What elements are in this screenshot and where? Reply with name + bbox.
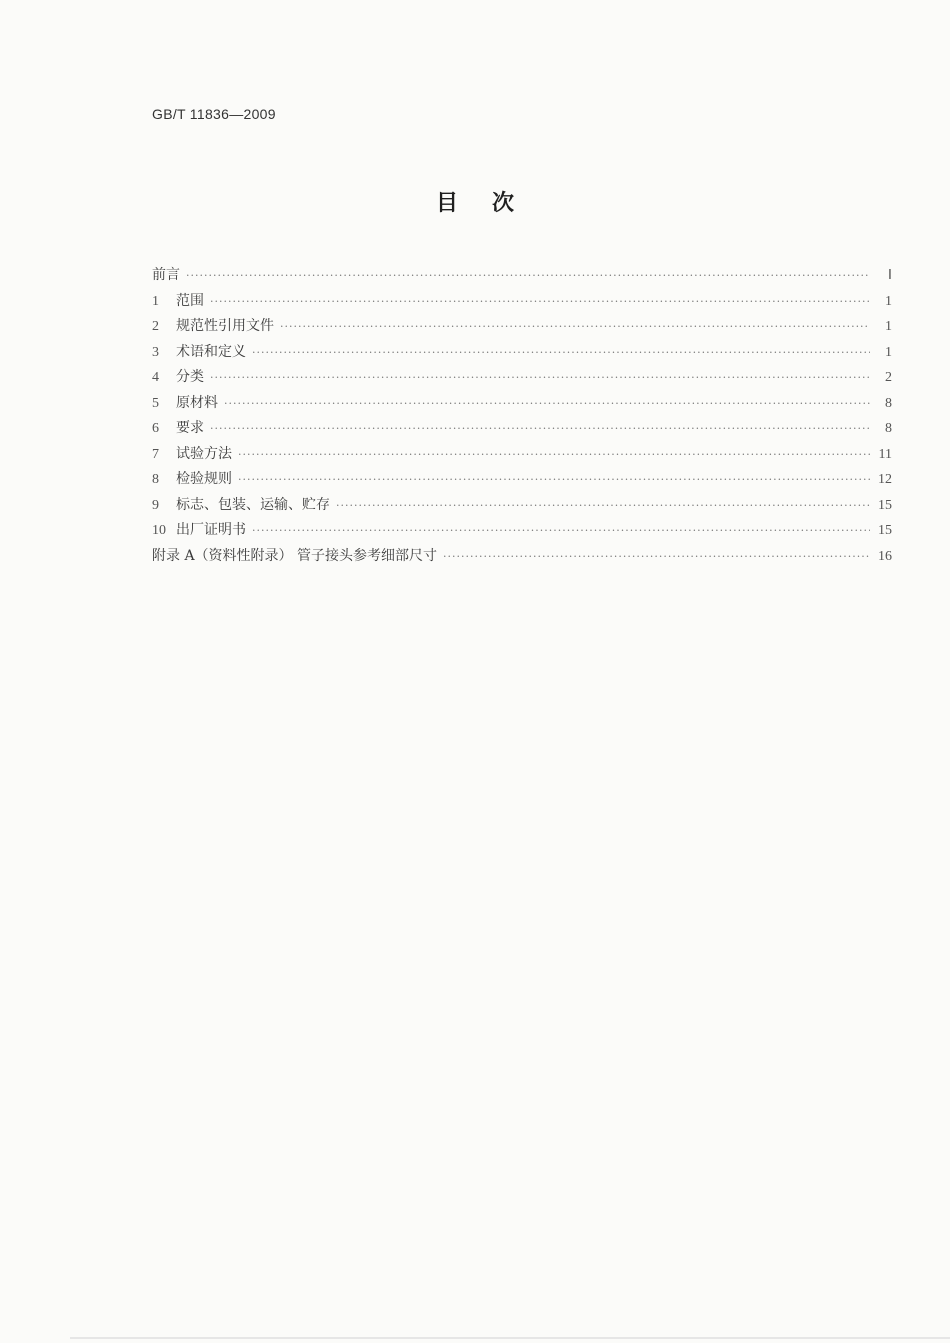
toc-leader-dots — [238, 473, 870, 486]
toc-page-number: 8 — [885, 395, 892, 411]
toc-page-number: 11 — [878, 446, 892, 462]
toc-entry-label: 分类 — [176, 369, 204, 385]
toc-section-number: 1 — [152, 293, 159, 309]
toc-page-number: 2 — [885, 370, 892, 385]
toc-leader-dots — [210, 295, 870, 308]
toc-entry-label: 前言 — [152, 267, 180, 283]
toc-entry[interactable] — [152, 264, 892, 290]
toc-page-number: 16 — [878, 548, 892, 564]
toc-entry-label: 标志、包装、运输、贮存 — [176, 496, 330, 513]
toc-entry[interactable] — [152, 417, 892, 443]
toc-entry[interactable] — [152, 545, 892, 571]
toc-entry-label: 规范性引用文件 — [176, 318, 274, 334]
toc-section-number: 7 — [152, 446, 159, 462]
toc-entry-label: 附录 A（资料性附录） 管子接头参考细部尺寸 — [152, 547, 438, 564]
toc-leader-dots — [210, 371, 870, 384]
toc-entry[interactable] — [152, 315, 892, 341]
toc-page-number: 1 — [885, 293, 892, 309]
toc-leader-dots — [186, 269, 870, 282]
toc-leader-dots — [280, 320, 870, 333]
toc-page-number: 8 — [885, 421, 892, 436]
toc-leader-dots — [224, 397, 870, 410]
toc-section-number: 9 — [152, 497, 159, 513]
page-bottom-edge — [70, 1337, 950, 1339]
toc-section-number: 5 — [152, 395, 159, 411]
toc-entry-label: 原材料 — [176, 394, 218, 411]
toc-page-number: Ⅰ — [887, 268, 892, 283]
toc-section-number: 4 — [152, 370, 159, 385]
toc-page-number: 1 — [885, 344, 892, 360]
toc-leader-dots — [252, 524, 870, 537]
toc-section-number: 6 — [152, 421, 159, 436]
toc-leader-dots — [238, 448, 870, 461]
toc-leader-dots — [252, 346, 870, 359]
toc-entry[interactable] — [152, 366, 892, 392]
toc-page-number: 12 — [878, 472, 892, 487]
toc-entry[interactable] — [152, 468, 892, 494]
toc-entry[interactable] — [152, 494, 892, 520]
toc-entry-label: 要求 — [176, 420, 204, 436]
toc-entry-label: 检验规则 — [176, 471, 232, 487]
toc-section-number: 3 — [152, 344, 159, 360]
standard-code: GB/T 11836—2009 — [152, 106, 276, 122]
toc-entry-label: 术语和定义 — [176, 343, 246, 360]
toc-page-number: 1 — [885, 319, 892, 334]
toc-page-number: 15 — [878, 523, 892, 538]
toc-entry[interactable] — [152, 341, 892, 367]
page-title: 目次 — [435, 191, 548, 216]
toc-page-number: 15 — [878, 497, 892, 513]
toc-entry[interactable] — [152, 290, 892, 316]
toc-entry-label: 出厂证明书 — [176, 522, 246, 538]
toc-entry[interactable] — [152, 392, 892, 418]
toc-section-number: 8 — [152, 472, 159, 487]
toc-leader-dots — [336, 499, 870, 512]
toc-section-number: 2 — [152, 319, 159, 334]
toc-entry-label: 试验方法 — [176, 445, 232, 462]
toc-entry[interactable] — [152, 519, 892, 545]
toc-leader-dots — [210, 422, 870, 435]
toc-leader-dots — [443, 550, 870, 563]
table-of-contents — [152, 264, 892, 570]
toc-entry-label: 范围 — [176, 292, 204, 309]
toc-section-number: 10 — [152, 523, 166, 538]
toc-entry[interactable] — [152, 443, 892, 469]
